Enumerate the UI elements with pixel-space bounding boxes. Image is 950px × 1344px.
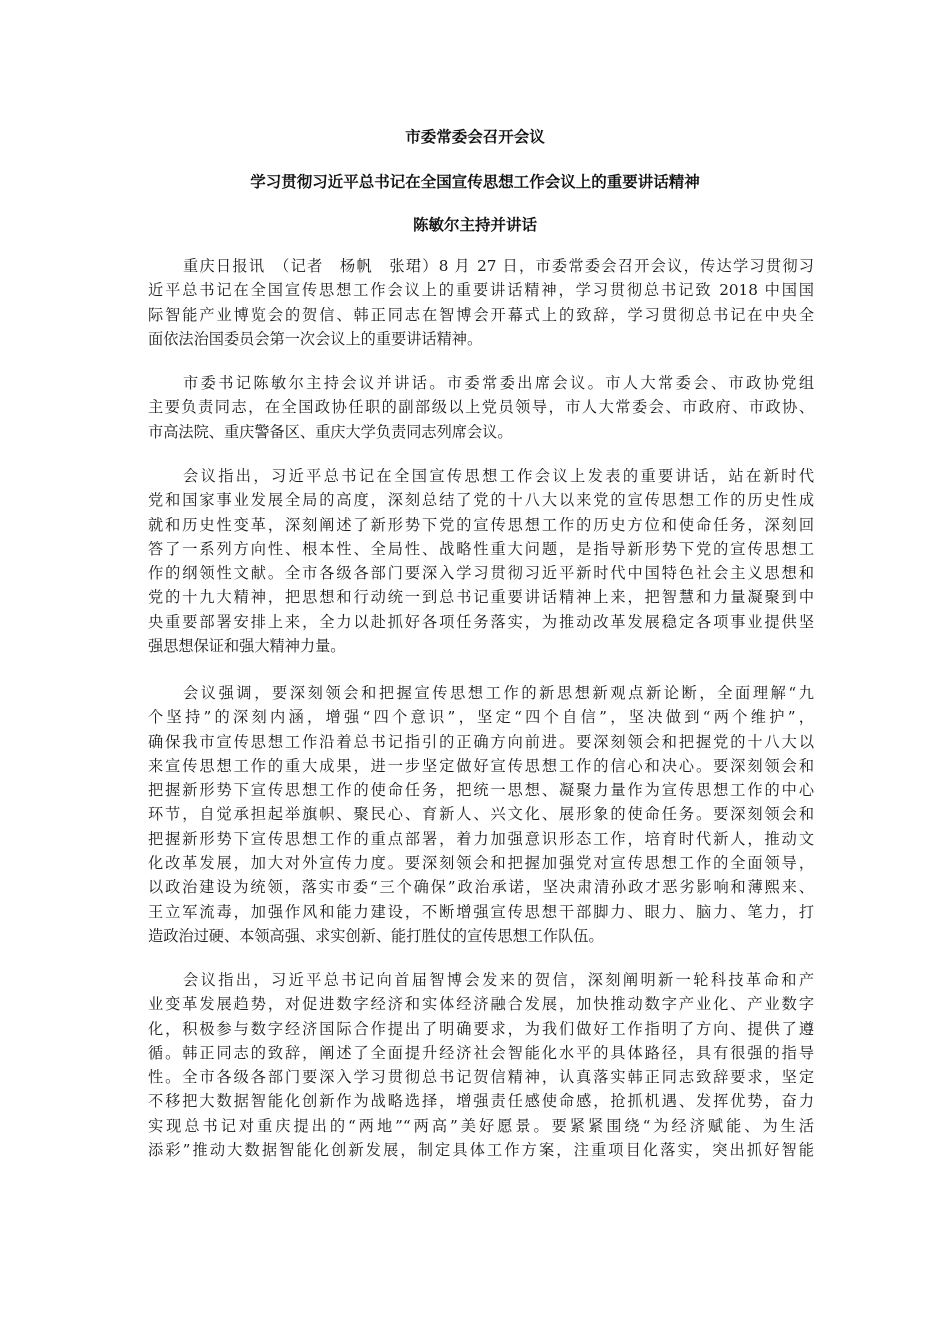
text-line: 来宣传思想工作的重大成果，进一步坚定做好宣传思想工作的信心和决心。要深刻领会和 — [148, 756, 814, 775]
text-line: 实现总书记对重庆提出的“两地”“两高”美好愿景。要紧紧围绕“为经济赋能、为生活 — [148, 1116, 814, 1135]
text-line: 近平总书记在全国宣传思想工作会议上的重要讲话精神，学习贯彻总书记致 2018 中国国 — [148, 281, 814, 300]
text-line: 造政治过硬、本领高强、求实创新、能打胜仗的宣传思想工作队伍。 — [148, 926, 604, 945]
text-line: 化改革发展，加大对外宣传力度。要深刻领会和把握加强党对宣传思想工作的全面领导， — [148, 854, 814, 873]
text-line: 个坚持”的深刻内涵，增强“四个意识”，坚定“四个自信”，坚决做到“两个维护”， — [148, 708, 814, 727]
paragraph-emphasis — [148, 681, 814, 948]
document-subtitle: 学习贯彻习近平总书记在全国宣传思想工作会议上的重要讲话精神 — [250, 173, 700, 191]
text-line: 市高法院、重庆警备区、重庆大学负责同志列席会议。 — [148, 422, 513, 441]
text-line: 确保我市宣传思想工作沿着总书记指引的正确方向前进。要深刻领会和把握党的十八大以 — [148, 732, 814, 751]
paragraph-smart-expo — [148, 968, 814, 1162]
text-line: 主要负责同志，在全国政协任职的副部级以上党员领导，市人大常委会、市政府、市政协、 — [148, 398, 814, 417]
text-line: 循。韩正同志的致辞，阐述了全面提升经济社会智能化水平的具体路径，具有很强的指导 — [148, 1043, 814, 1062]
text-line: 化，积极参与数字经济国际合作提出了明确要求，为我们做好工作指明了方向、提供了遵 — [148, 1019, 814, 1038]
text-line: 性。全市各级各部门要深入学习贯彻总书记贺信精神，认真落实韩正同志致辞要求，坚定 — [148, 1068, 814, 1087]
text-line: 以政治建设为统领，落实市委“三个确保”政治承诺，坚决肃清孙政才恶劣影响和薄熙来、 — [148, 878, 814, 897]
text-line: 际智能产业博览会的贺信、韩正同志在智博会开幕式上的致辞，学习贯彻总书记在中央全 — [148, 305, 814, 324]
text-line: 环节，自觉承担起举旗帜、聚民心、育新人、兴文化、展形象的使命任务。要深刻领会和 — [148, 805, 814, 824]
text-line: 会议指出，习近平总书记在全国宣传思想工作会议上发表的重要讲话，站在新时代 — [183, 467, 814, 485]
text-line: 作的纲领性文献。全市各级各部门要深入学习贯彻习近平新时代中国特色社会主义思想和 — [148, 564, 814, 583]
text-line: 党和国家事业发展全局的高度，深刻总结了党的十八大以来党的宣传思想工作的历史性成 — [148, 491, 814, 510]
text-line: 业变革发展趋势，对促进数字经济和实体经济融合发展，加快推动数字产业化、产业数字 — [148, 995, 814, 1014]
paragraph-attendees — [148, 371, 814, 444]
paragraph-meeting-points — [148, 464, 814, 658]
text-line: 央重要部署安排上来，全力以赴抓好各项任务落实，为推动改革发展稳定各项事业提供坚 — [148, 612, 814, 631]
document-title: 市委常委会召开会议 — [405, 128, 545, 146]
document-subtitle-host: 陈敏尔主持并讲话 — [412, 216, 537, 234]
text-line: 会议强调，要深刻领会和把握宣传思想工作的新思想新观点新论断，全面理解“九 — [183, 684, 814, 702]
text-line: 不移把大数据智能化创新作为战略选择，增强责任感使命感，抢抓机遇、发挥优势，奋力 — [148, 1092, 814, 1111]
text-line: 就和历史性变革，深刻阐述了新形势下党的宣传思想工作的历史方位和使命任务，深刻回 — [148, 515, 814, 534]
text-line: 党的十九大精神，把思想和行动统一到总书记重要讲话精神上来，把智慧和力量凝聚到中 — [148, 588, 814, 607]
text-line: 市委书记陈敏尔主持会议并讲话。市委常委出席会议。市人大常委会、市政协党组 — [183, 374, 814, 392]
text-line: 面依法治国委员会第一次会议上的重要讲话精神。 — [148, 329, 483, 348]
text-line: 添彩”推动大数据智能化创新发展，制定具体工作方案，注重项目化落实，突出抓好智能 — [148, 1141, 814, 1160]
text-line: 重庆日报讯 （记者 杨帆 张珺）8 月 27 日，市委常委会召开会议，传达学习贯彻习 — [183, 257, 814, 275]
text-line: 王立军流毒，加强作风和能力建设，不断增强宣传思想干部脚力、眼力、脑力、笔力，打 — [148, 902, 814, 921]
text-line: 把握新形势下宣传思想工作的使命任务，把统一思想、凝聚力量作为宣传思想工作的中心 — [148, 781, 814, 800]
text-line: 会议指出，习近平总书记向首届智博会发来的贺信，深刻阐明新一轮科技革命和产 — [183, 971, 814, 989]
text-line: 答了一系列方向性、根本性、全局性、战略性重大问题，是指导新形势下党的宣传思想工 — [148, 539, 814, 558]
text-line: 强思想保证和强大精神力量。 — [148, 637, 346, 656]
text-line: 把握新形势下宣传思想工作的重点部署，着力加强意识形态工作，培育时代新人，推动文 — [148, 829, 814, 848]
paragraph-dateline — [148, 254, 814, 351]
